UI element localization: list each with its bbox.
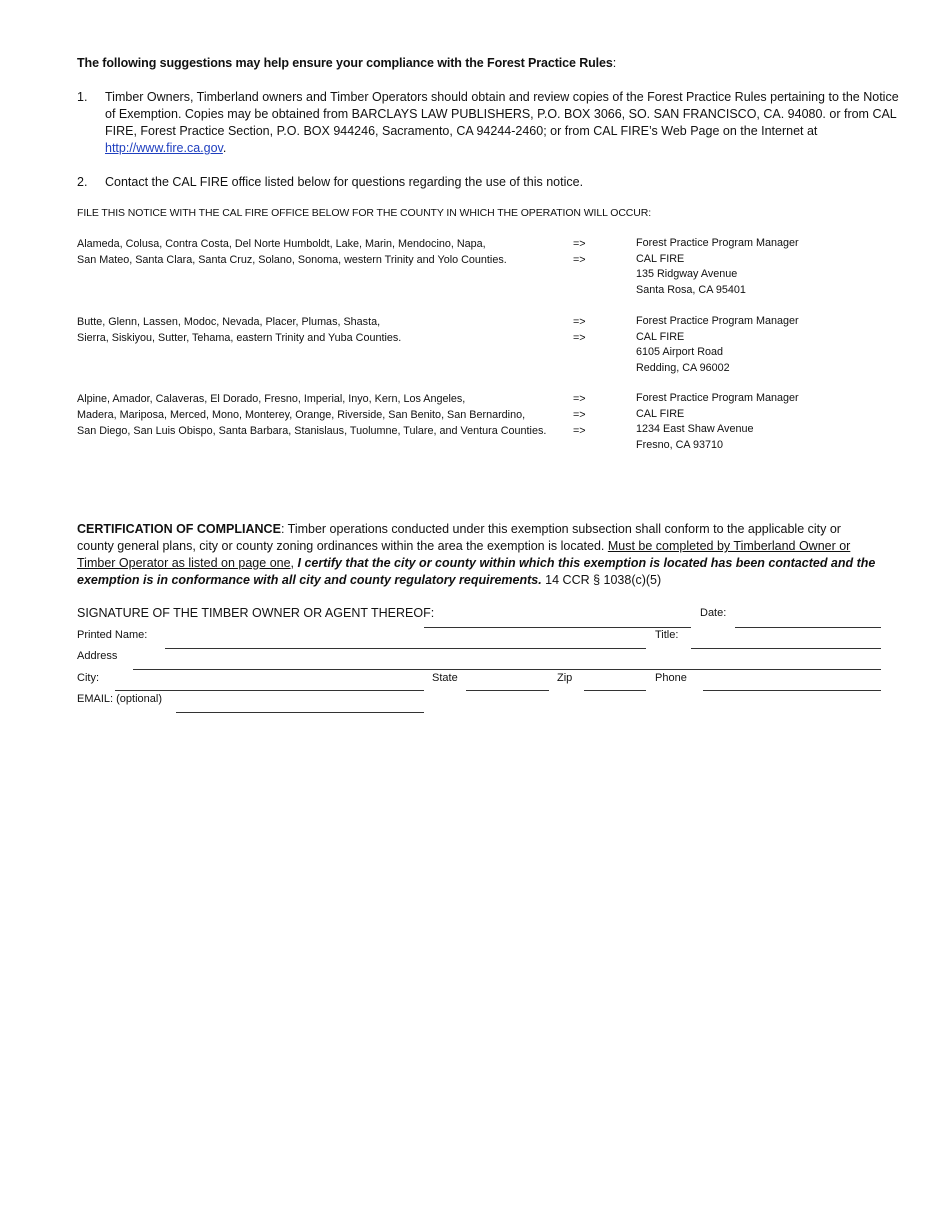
county-list-santa-rosa — [77, 236, 557, 268]
file-notice-instruction: FILE THIS NOTICE WITH THE CAL FIRE OFFICE BELOW FOR THE COUNTY IN WHICH THE OPERATION WILL OCCUR: — [77, 207, 652, 219]
certification-of-compliance — [77, 521, 877, 589]
phone-label: Phone — [655, 672, 687, 684]
certification-text: : Timber operations conducted under this exemption subsection shall conform to the applicable city or county general plans, city or county zoning ordinances within the area the exemption is located. — [77, 522, 841, 553]
arrow-glyph: => — [573, 316, 586, 328]
title-field[interactable] — [691, 648, 881, 649]
office-street: 6105 Airport Road — [636, 346, 724, 358]
arrow-glyph: => — [573, 425, 586, 437]
printed-name-field[interactable] — [165, 648, 646, 649]
office-address-santa-rosa — [636, 236, 896, 298]
office-agency: CAL FIRE — [636, 252, 685, 265]
compliance-heading-text: The following suggestions may help ensure your compliance with the Forest Practice Rules — [77, 56, 613, 70]
certification-statement: I certify that the city or county within which this exemption is located has been contacted and the exemption is in conformance with all city and county regulatory requirements. — [77, 556, 876, 587]
compliance-heading-colon: : — [612, 56, 617, 70]
office-title: Forest Practice Program Manager — [636, 315, 799, 327]
email-field[interactable] — [176, 712, 424, 713]
state-field[interactable] — [466, 690, 549, 691]
office-street: 1234 East Shaw Avenue — [636, 423, 754, 435]
arrow-glyph: => — [573, 409, 586, 421]
email-label: EMAIL: (optional) — [77, 693, 162, 705]
arrow-glyph: => — [573, 238, 586, 250]
office-agency: CAL FIRE — [636, 330, 685, 343]
county-line: Alpine, Amador, Calaveras, El Dorado, Fresno, Imperial, Inyo, Kern, Los Angeles, — [77, 393, 466, 405]
certification-separator: , — [290, 556, 298, 570]
certification-title: CERTIFICATION OF COMPLIANCE — [77, 522, 281, 536]
suggestion-text-end: . — [222, 141, 227, 155]
county-line: Butte, Glenn, Lassen, Modoc, Nevada, Placer, Plumas, Shasta, — [77, 316, 381, 328]
county-line: San Mateo, Santa Clara, Santa Cruz, Solano, Sonoma, western Trinity and Yolo Counties. — [77, 254, 507, 266]
suggestion-number: 1. — [77, 90, 88, 104]
address-field[interactable] — [133, 669, 881, 670]
county-line: Alameda, Colusa, Contra Costa, Del Norte Humboldt, Lake, Marin, Mendocino, Napa, — [77, 238, 486, 250]
office-city: Fresno, CA 93710 — [636, 438, 724, 451]
cal-fire-website-link[interactable]: http://www.fire.ca.gov — [105, 141, 223, 155]
office-title: Forest Practice Program Manager — [636, 237, 799, 249]
county-list-fresno — [77, 391, 557, 439]
certification-underlined-text: Must be completed by Timberland Owner or Timber Operator as listed on page one — [77, 539, 851, 570]
arrow-column — [573, 391, 593, 439]
office-address-fresno — [636, 391, 896, 453]
city-label: City: — [77, 672, 99, 684]
office-title: Forest Practice Program Manager — [636, 392, 799, 404]
county-line: Sierra, Siskiyou, Sutter, Tehama, eastern Trinity and Yuba Counties. — [77, 332, 402, 344]
county-line: San Diego, San Luis Obispo, Santa Barbara, Stanislaus, Tuolumne, Tulare, and Ventura Counties. — [77, 425, 547, 437]
county-line: Madera, Mariposa, Merced, Mono, Monterey, Orange, Riverside, San Benito, San Bernardino, — [77, 409, 526, 421]
city-field[interactable] — [115, 690, 424, 691]
county-list-redding — [77, 314, 557, 346]
compliance-heading — [77, 56, 616, 70]
signature-label: SIGNATURE OF THE TIMBER OWNER OR AGENT THEREOF: — [77, 606, 435, 620]
arrow-glyph: => — [573, 332, 586, 344]
arrow-column — [573, 314, 593, 346]
arrow-glyph: => — [573, 254, 586, 266]
office-city: Redding, CA 96002 — [636, 361, 730, 374]
phone-field[interactable] — [703, 690, 881, 691]
state-label: State — [432, 672, 458, 684]
suggestion-text-body: Timber Owners, Timberland owners and Timber Operators should obtain and review copies of the Forest Practice Rules pertaining to the Notice of Exemption. Copies may be obtained from BARCLAYS LAW PUBLISHERS, P.O. BOX 3066, SO. SAN FRANCISCO, CA. 94080. or from CAL FIRE, Forest Practice Section, P.O. BOX 944246, Sacramento, CA 94244-2460; or from CAL FIRE’s Web Page on the Internet at — [105, 90, 899, 138]
suggestion-number: 2. — [77, 175, 88, 189]
suggestion-text: Contact the CAL FIRE office listed below for questions regarding the use of this notice. — [105, 175, 584, 189]
date-label: Date: — [700, 607, 727, 619]
office-address-redding — [636, 314, 896, 376]
certification-citation: 14 CCR § 1038(c)(5) — [541, 573, 662, 587]
office-city: Santa Rosa, CA 95401 — [636, 283, 746, 296]
suggestion-text — [105, 89, 905, 157]
office-agency: CAL FIRE — [636, 407, 685, 420]
address-label: Address — [77, 650, 118, 662]
date-field[interactable] — [735, 627, 881, 628]
arrow-glyph: => — [573, 393, 586, 405]
zip-field[interactable] — [584, 690, 646, 691]
arrow-column — [573, 236, 593, 268]
zip-label: Zip — [557, 672, 573, 684]
title-label: Title: — [655, 629, 679, 641]
office-street: 135 Ridgway Avenue — [636, 268, 738, 280]
signature-field[interactable] — [424, 627, 691, 628]
printed-name-label: Printed Name: — [77, 629, 148, 641]
